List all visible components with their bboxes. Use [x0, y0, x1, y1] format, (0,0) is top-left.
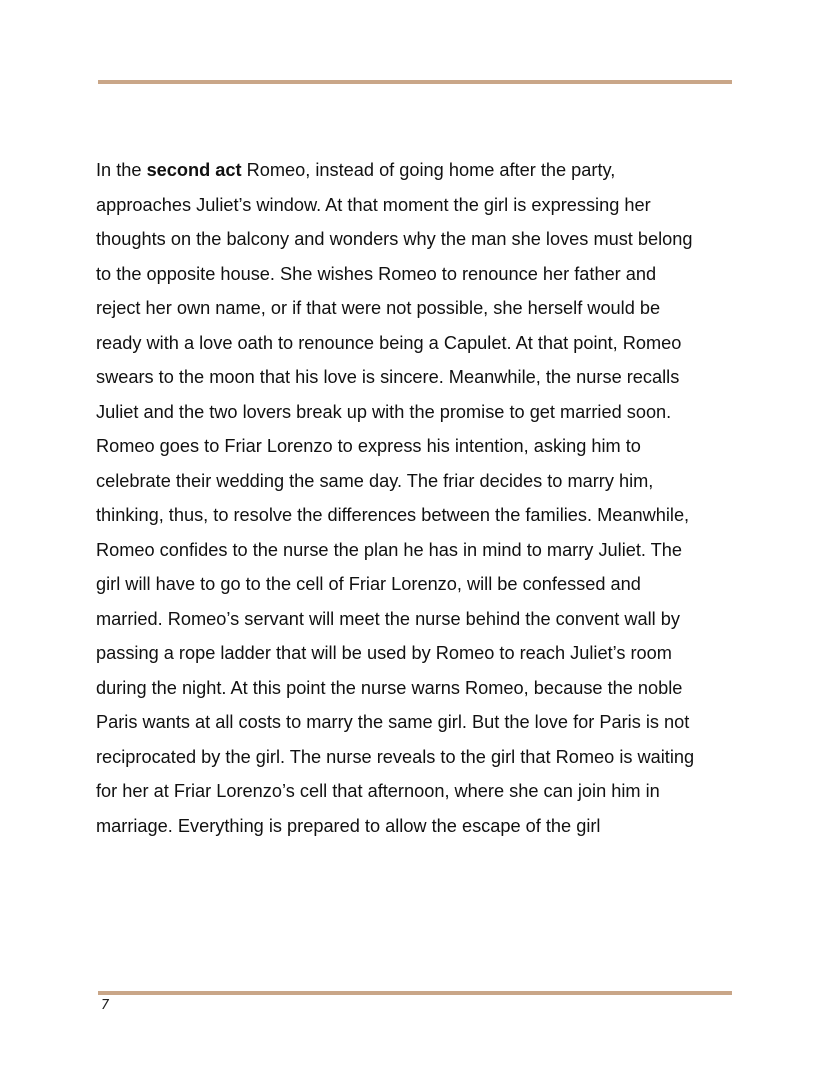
- paragraph-line: Paris wants at all costs to marry the same girl. But the love for Paris is not: [96, 712, 690, 732]
- paragraph-line: swears to the moon that his love is sincere. Meanwhile, the nurse recalls: [96, 367, 680, 387]
- intro-continuation: Romeo, instead of going home after the party,: [241, 160, 616, 180]
- top-divider: [98, 80, 732, 84]
- page-number: 7: [101, 998, 110, 1013]
- paragraph-line: Juliet and the two lovers break up with the promise to get married soon.: [96, 401, 672, 422]
- body-paragraph: [96, 153, 736, 843]
- paragraph-line: ready with a love oath to renounce being a Capulet. At that point, Romeo: [96, 332, 682, 353]
- paragraph-line: girl will have to go to the cell of Friar Lorenzo, will be confessed and: [96, 574, 641, 594]
- paragraph-line: for her at Friar Lorenzo’s cell that afternoon, where she can join him in: [96, 781, 660, 801]
- paragraph-line: Romeo goes to Friar Lorenzo to express his intention, asking him to: [96, 436, 641, 456]
- paragraph-line: thinking, thus, to resolve the differences between the families. Meanwhile,: [96, 505, 690, 525]
- paragraph-line: to the opposite house. She wishes Romeo to renounce her father and: [96, 263, 657, 284]
- paragraph-line-first: [96, 153, 736, 188]
- paragraph-line: during the night. At this point the nurse warns Romeo, because the noble: [96, 677, 683, 698]
- paragraph-line: marriage. Everything is prepared to allow the escape of the girl: [96, 815, 601, 836]
- paragraph-line: married. Romeo’s servant will meet the nurse behind the convent wall by: [96, 608, 680, 629]
- bold-phrase: second act: [146, 160, 242, 180]
- intro-text: In the: [96, 160, 147, 180]
- bottom-divider: [98, 991, 732, 995]
- paragraph-line: celebrate their wedding the same day. The friar decides to marry him,: [96, 470, 654, 491]
- paragraph-line: approaches Juliet’s window. At that moment the girl is expressing her: [96, 194, 651, 215]
- paragraph-line: reject her own name, or if that were not possible, she herself would be: [96, 298, 661, 318]
- paragraph-line: Romeo confides to the nurse the plan he has in mind to marry Juliet. The: [96, 539, 683, 560]
- paragraph-line: passing a rope ladder that will be used by Romeo to reach Juliet’s room: [96, 643, 672, 663]
- paragraph-line: reciprocated by the girl. The nurse reveals to the girl that Romeo is waiting: [96, 746, 695, 767]
- paragraph-line: thoughts on the balcony and wonders why the man she loves must belong: [96, 229, 693, 249]
